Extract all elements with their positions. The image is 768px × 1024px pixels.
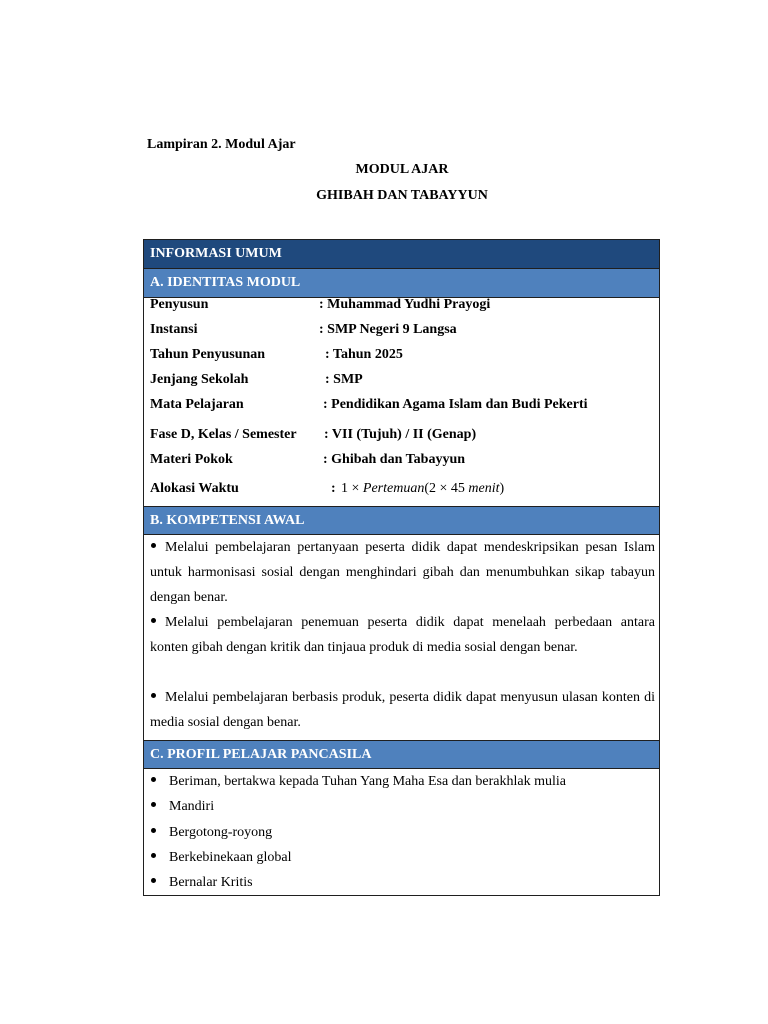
- identity-label: Instansi: [150, 322, 198, 337]
- bullet-icon: [151, 828, 156, 833]
- section-informasi-umum: INFORMASI UMUM: [144, 240, 659, 269]
- identity-value: : VII (Tujuh) / II (Genap): [324, 427, 477, 442]
- kompetensi-item: Melalui pembelajaran penemuan peserta didik dapat menelaah perbedaan antara konten gibah dengan kritik dan tinjaua produk di media sosial dengan benar.: [150, 615, 655, 655]
- document-title: MODUL AJAR: [355, 162, 449, 177]
- identity-value: : Ghibah dan Tabayyun: [323, 452, 466, 467]
- identity-label: Penyusun: [150, 297, 209, 312]
- identity-value: : SMP: [325, 372, 363, 387]
- identity-label: Fase D, Kelas / Semester: [150, 427, 297, 442]
- document-subtitle: GHIBAH DAN TABAYYUN: [316, 188, 488, 203]
- identity-label: Materi Pokok: [150, 452, 233, 467]
- alokasi-formula: 1 × Pertemuan(2 × 45 menit): [341, 481, 505, 496]
- bullet-icon: [151, 878, 156, 883]
- identity-value: :: [331, 481, 336, 496]
- bullet-icon: [151, 802, 156, 807]
- identity-value: : Pendidikan Agama Islam dan Budi Pekerti: [323, 397, 588, 412]
- section-profil-pelajar: C. PROFIL PELAJAR PANCASILA: [144, 740, 659, 769]
- identity-value: : SMP Negeri 9 Langsa: [319, 322, 457, 337]
- section-identitas-modul: A. IDENTITAS MODUL: [144, 269, 659, 298]
- identity-label: Tahun Penyusunan: [150, 347, 266, 362]
- identity-label: Jenjang Sekolah: [150, 372, 249, 387]
- identity-label: Mata Pelajaran: [150, 397, 244, 412]
- section-kompetensi-awal: B. KOMPETENSI AWAL: [144, 506, 659, 535]
- profil-item: Bernalar Kritis: [150, 870, 253, 895]
- lampiran-label: Lampiran 2. Modul Ajar: [147, 137, 296, 152]
- profil-item: Bergotong-royong: [150, 820, 272, 845]
- bullet-icon: [151, 777, 156, 782]
- profil-item: Beriman, bertakwa kepada Tuhan Yang Maha Esa dan berakhlak mulia: [150, 769, 566, 794]
- bullet-icon: [151, 853, 156, 858]
- kompetensi-item: Melalui pembelajaran berbasis produk, peserta didik dapat menyusun ulasan konten di media sosial dengan benar.: [150, 690, 655, 730]
- identity-label: Alokasi Waktu: [150, 481, 239, 496]
- identity-value: : Tahun 2025: [325, 347, 403, 362]
- profil-item: Mandiri: [150, 794, 214, 819]
- kompetensi-item: Melalui pembelajaran pertanyaan peserta didik dapat mendeskripsikan pesan Islam untuk harmonisasi sosial dengan menghindari gibah dan menumbuhkan sikap tabayun dengan benar.: [150, 540, 655, 605]
- bullet-icon: [151, 543, 156, 548]
- bullet-icon: [151, 693, 156, 698]
- bullet-icon: [151, 618, 156, 623]
- module-table: [143, 239, 660, 896]
- profil-item: Berkebinekaan global: [150, 845, 291, 870]
- identity-value: : Muhammad Yudhi Prayogi: [319, 297, 491, 312]
